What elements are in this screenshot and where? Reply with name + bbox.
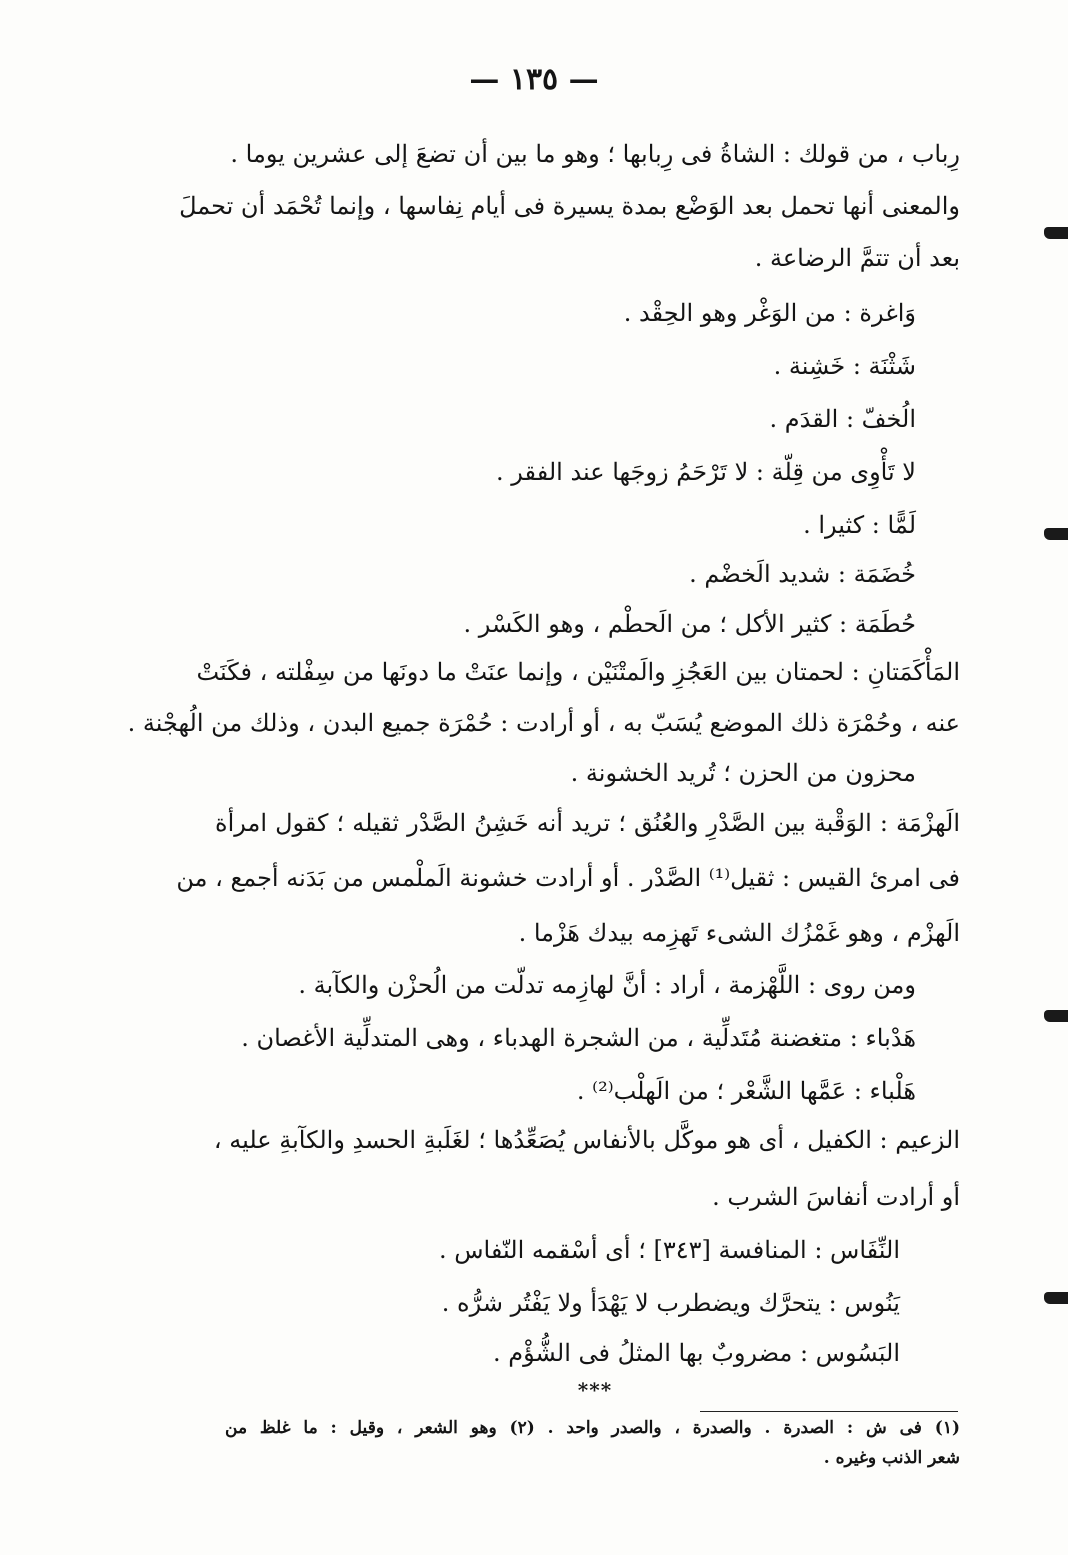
margin-mark	[1044, 528, 1068, 540]
text-line: هَدْباء : متغضنة مُتَدلِّية ، من الشجرة الهدباء ، وهى المتدلِّية الأغصان .	[241, 1024, 916, 1052]
text-line: خُضَمَة : شديد الَخضْم .	[689, 560, 916, 588]
text-line: المَأْكَمَتانِ : لحمتان بين العَجُزِ والَمتْنَيْن ، وإنما عنَتْ ما دونَها من سِفْلته ، فكَنَتْ	[196, 658, 960, 686]
text-line: والمعنى أنها تحمل بعد الوَضْع بمدة يسيرة فى أيام نِفاسها ، وإنما تُحْمَد أن تحملَ	[179, 192, 960, 220]
text-line: محزون من الحزن ؛ تُريد الخشونة .	[570, 759, 916, 787]
margin-mark	[1044, 227, 1068, 239]
text-line: أو أرادت أنفاسَ الشرب .	[712, 1183, 960, 1211]
section-separator: ***	[577, 1378, 613, 1402]
page-number: — ١٣٥ —	[469, 62, 599, 97]
text-line: حُطَمَة : كثير الأكل ؛ من الَحطْم ، وهو الكَسْر .	[463, 610, 916, 638]
text-line: النِّفَاس : المنافسة [٣٤٣] ؛ أى أسْقمه النّفاس .	[439, 1236, 900, 1264]
margin-mark	[1044, 1010, 1068, 1022]
text-line: الَهزْم ، وهو غَمْزُك الشىء تَهزِمه بيدك هَزْما .	[518, 919, 960, 947]
text-line: فى امرئ القيس : ثقيل⁽¹⁾ الصَّدْر . أو أرادت خشونة الَملْمس من بَدَنه أجمع ، من	[176, 864, 960, 892]
text-line: الَهزْمَة : الوَقْبة بين الصَّدْرِ والعُنُق ؛ تريد أنه خَشِنُ الصَّدْر ثقيله ؛ كقول امرأة	[215, 809, 960, 837]
text-line: يَنُوس : يتحرَّك ويضطرب لا يَهْدَأ ولا يَفْتُر شرُّه .	[441, 1289, 900, 1317]
footnote-divider	[700, 1411, 958, 1412]
text-line: شَثْنَة : خَشِنة .	[773, 352, 916, 380]
text-line: الُخفّ : القدَم .	[769, 405, 916, 433]
text-line: الزعيم : الكفيل ، أى هو موكَّل بالأنفاس يُصَعِّدُها ؛ لغَلَبةِ الحسدِ والكآبةِ عليه ،	[213, 1126, 960, 1154]
footnote-line: شعر الذنب وغيره .	[823, 1448, 960, 1468]
text-line: عنه ، وحُمْرَة ذلك الموضع يُسَبّ به ، أو أرادت : حُمْرَة جميع البدن ، وذلك من الُهجْنة .	[127, 709, 960, 737]
text-line: البَسُوس : مضروبٌ بها المثلُ فى الشُّؤْم .	[493, 1339, 900, 1367]
text-line: بعد أن تتمَّ الرضاعة .	[754, 244, 960, 272]
text-line: لَمًّا : كثيرا .	[803, 511, 916, 539]
text-line: لا تَأْوِى من قِلّة : لا تَرْحَمُ زوجَها عند الفقر .	[496, 458, 916, 486]
text-line: ومن روى : اللَّهْزمة ، أراد : أنَّ لهازِمه تدلّت من الُحزْن والكآبة .	[298, 971, 916, 999]
footnote-line: (١) فى ش : الصدرة . والصدرة ، والصدر واحد . (٢) وهو الشعر ، وقيل : ما غلظ من	[225, 1418, 960, 1438]
text-line: رِباب ، من قولك : الشاةُ فى رِبابها ؛ وهو ما بين أن تضعَ إلى عشرين يوما .	[230, 140, 960, 168]
margin-mark	[1044, 1292, 1068, 1304]
text-line: وَاغرة : من الوَغْر وهو الحِقْد .	[623, 299, 916, 327]
text-line: هَلْباء : عَمَّها الشَّعْر ؛ من الَهلْب⁽²⁾ .	[576, 1077, 916, 1105]
